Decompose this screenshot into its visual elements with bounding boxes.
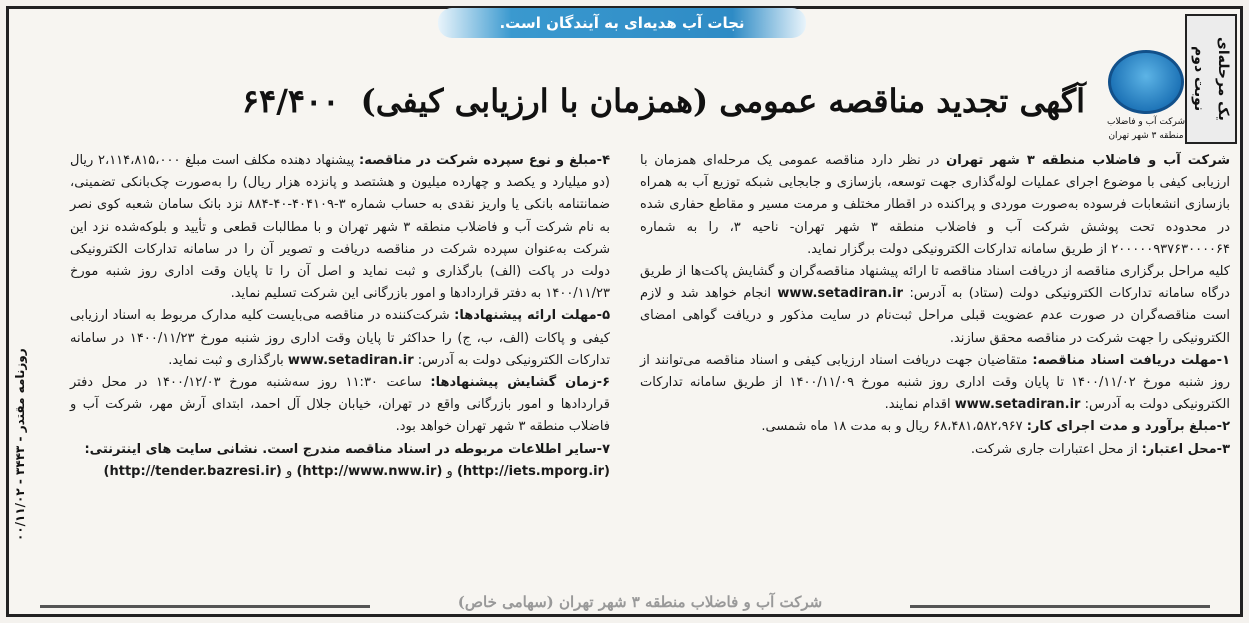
item-5-text-b: بارگذاری و ثبت نماید. — [168, 352, 284, 368]
item-5 — [70, 305, 610, 372]
item-1-link[interactable]: www.setadiran.ir — [954, 397, 1081, 413]
item-7-heading: ۷-سایر اطلاعات مربوطه در اسناد مناقصه مندرج است. نشانی سایت های اینترنتی: — [84, 441, 610, 457]
left-column — [70, 150, 610, 483]
item-4 — [70, 150, 610, 305]
item-5-text-a: شرکت‌کننده در مناقصه می‌بایست کلیه مدارک مربوط به اسناد ارزیابی کیفی و پاکات (الف، ب، ج) را حداکثر تا پایان وقت اداری روز شنبه مورخ ۱۴۰۰/۱۱/۲۳ در سامانه تدارکات الکترونیکی دولت به آدرس: — [70, 308, 610, 368]
procedure-text-a: کلیه مراحل برگزاری مناقصه از دریافت اسناد مناقصه تا ارائه پیشنهاد مناقصه‌گران و گشایش پاکت‌ها از طریق درگاه سامانه تدارکات الکترونیکی دولت (ستاد) به آدرس: — [640, 264, 1230, 302]
footer-rule-right — [910, 605, 1210, 608]
tender-number: ۶۴/۴۰۰ — [241, 82, 340, 120]
item-6 — [70, 372, 610, 439]
item-4-text: پیشنهاد دهنده مکلف است مبلغ ۲،۱۱۴،۸۱۵،۰۰۰ ریال (دو میلیارد و یکصد و چهارده میلیون و هشتصد و پانزده هزار ریال) را به‌صورت چک‌بانکی تضمینی، ضمانتنامه بانکی یا واریز نقدی به حساب شماره ۳-۴۰۴۱۰۹-۴۰-۸۸۴ نزد بانک سامان شعبه کوی نصر به نام شرکت آب و فاضلاب منطقه ۳ شهر تهران و با مطالبات قطعی و تأیید و بلوکه‌شده نزد این شرکت به‌عنوان سپرده شرکت در مناقصه دریافت و تصویر آن را در سامانه تدارکات الکترونیکی دولت در پاکت (الف) بارگذاری و ثبت نماید و اصل آن را تا پایان وقت اداری روز شنبه مورخ ۱۴۰۰/۱۱/۲۳ به دفتر قراردادها و امور بازرگانی این شرکت تسلیم نماید. — [70, 153, 610, 302]
item-7-and-2: و — [286, 463, 293, 479]
procedure-text-b: انجام خواهد شد و لازم است مناقصه‌گران در صورت عدم عضویت قبلی مراحل ثبت‌نام در سایت مذکور و دریافت گواهی امضای الکترونیکی را جهت شرکت در مناقصه محقق سازند. — [640, 286, 1230, 346]
item-7 — [70, 439, 610, 461]
title-text: آگهی تجدید مناقصه عمومی (همزمان با ارزیابی کیفی) — [360, 82, 1085, 120]
item-5-link[interactable]: www.setadiran.ir — [287, 352, 414, 368]
intro-text: در نظر دارد مناقصه عمومی یک مرحله‌ای همزمان با ارزیابی کیفی با موضوع اجرای عملیات لوله‌گذاری جهت توسعه، بازسازی و جابجایی شبکه توزیع آب به همراه بازسازی انشعابات فرسوده به‌صورت موردی و پراکنده در اقطار مختلف و مرمت مسیر و مقاطع حفاری شده در محدوده تحت پوشش شرکت آب و فاضلاب منطقه ۳ شهر تهران- ناحیه ۳، را به شماره ۲۰۰۰۰۰۹۳۷۶۳۰۰۰۰۶۴ از طریق سامانه تدارکات الکترونیکی دولت برگزار نماید. — [640, 153, 1231, 257]
intro-paragraph — [640, 150, 1230, 261]
item-6-heading: ۶-زمان گشایش پیشنهادها: — [430, 375, 611, 391]
item-4-heading: ۴-مبلغ و نوع سپرده شرکت در مناقصه: — [359, 153, 610, 168]
round-label: یک مرحله‌ای — [1215, 37, 1231, 121]
item-6-text: ساعت ۱۱:۳۰ روز سه‌شنبه مورخ ۱۴۰۰/۱۲/۰۳ در محل دفتر قراردادها و امور بازرگانی واقع در تهران، خیابان جلال آل احمد، ابتدای آرش مهر، شرکت آب و فاضلاب منطقه ۳ شهر تهران خواهد بود. — [70, 375, 610, 435]
item-2-heading: ۲-مبلغ برآورد و مدت اجرای کار: — [1026, 419, 1230, 435]
tender-stage-box — [1185, 14, 1237, 144]
item-2-text: ۶۸،۴۸۱،۵۸۲،۹۶۷ ریال و به مدت ۱۸ ماه شمسی. — [761, 419, 1023, 435]
logo-caption-1: شرکت آب و فاضلاب — [1106, 117, 1186, 127]
slogan-text: نجات آب هدیه‌ای به آیندگان است. — [499, 14, 745, 32]
ad-title — [235, 82, 1085, 134]
item-5-heading: ۵-مهلت ارائه پیشنهادها: — [454, 308, 611, 324]
intro-company: شرکت آب و فاضلاب منطقه ۳ شهر تهران — [946, 153, 1230, 168]
stage-label: نوبت دوم — [1191, 46, 1207, 112]
item-7-links — [70, 461, 610, 483]
item-1-text-a: متقاضیان جهت دریافت اسناد ارزیابی کیفی و اسناد مناقصه می‌توانند از روز شنبه مورخ ۱۴۰۰/۱۱/۰۲ تا پایان وقت اداری روز شنبه مورخ ۱۴۰۰/۱۱/۰۹ از طریق سامانه تدارکات الکترونیکی دولت به آدرس: — [640, 352, 1230, 413]
item-3-text: از محل اعتبارات جاری شرکت. — [970, 441, 1138, 457]
water-drop-logo-icon — [1108, 50, 1184, 114]
setad-link[interactable]: www.setadiran.ir — [777, 286, 904, 302]
slogan-banner — [438, 8, 806, 38]
item-1 — [640, 350, 1230, 417]
item-7-and-1: و — [446, 463, 453, 479]
company-logo — [1105, 50, 1187, 160]
procedure-paragraph — [640, 261, 1230, 350]
right-column — [640, 150, 1230, 461]
bazresi-link[interactable]: (http://tender.bazresi.ir) — [103, 463, 282, 479]
item-2 — [640, 416, 1230, 438]
item-1-text-b: اقدام نمایند. — [884, 397, 951, 413]
newspaper-issue-note: روزنامه مقتدر - ۳۴۴۳ - ۰۰/۱۱/۰۲ — [13, 348, 27, 542]
nww-link[interactable]: (http://www.nww.ir) — [296, 463, 443, 479]
item-1-heading: ۱-مهلت دریافت اسناد مناقصه: — [1032, 352, 1231, 368]
footer-rule-left — [40, 605, 370, 608]
logo-caption-2: منطقه ۳ شهر تهران — [1108, 131, 1184, 141]
item-3-heading: ۳-محل اعتبار: — [1141, 441, 1230, 457]
item-3 — [640, 439, 1230, 461]
iets-link[interactable]: (http://iets.mporg.ir) — [456, 463, 610, 479]
footer-company: شرکت آب و فاضلاب منطقه ۳ شهر تهران (سهامی خاص) — [457, 593, 823, 611]
